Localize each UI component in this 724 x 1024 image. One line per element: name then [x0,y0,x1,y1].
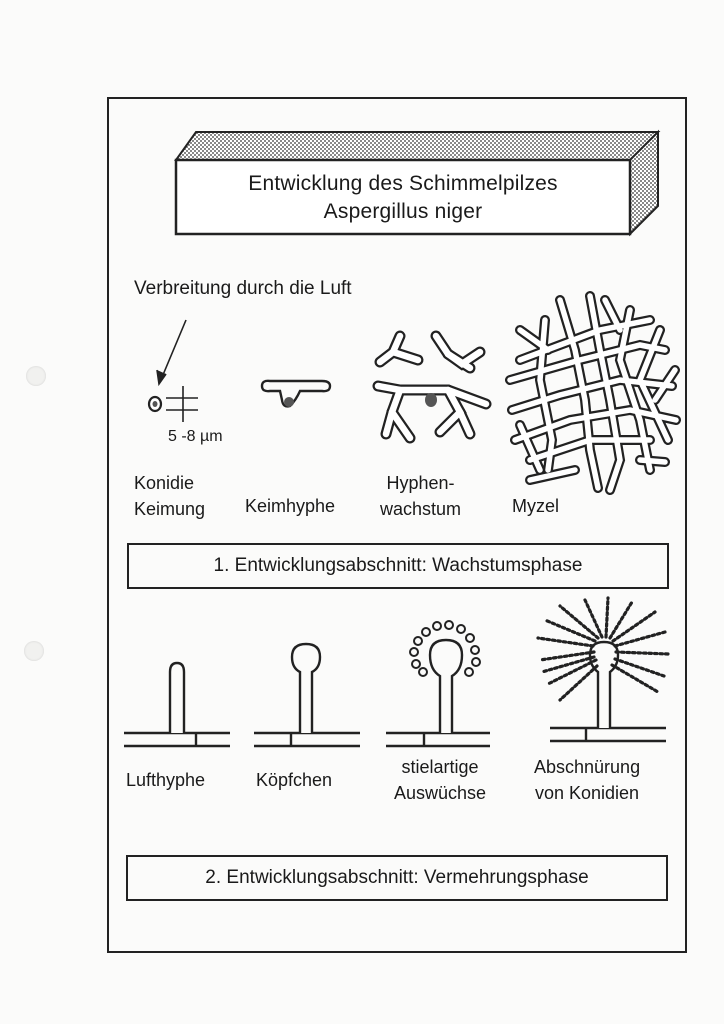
stage-label-hyphal-growth-line-2: wachstum [380,499,462,519]
phase-1-label: 1. Entwicklungsabschnitt: Wachstumsphase [127,543,669,589]
stage-label-conidium-line-1: Konidie [134,473,195,493]
hyphal-growth [378,336,486,438]
scale-marker [166,386,198,422]
stage-label-conidium [134,470,205,522]
stage-label-hyphal-growth-line-1: Hyphen- [386,473,455,493]
title-line-2: Aspergillus niger [323,200,483,223]
stage-label-conidia-line-2: von Konidien [534,783,640,803]
diagram-title [176,160,630,236]
air-arrow [157,320,186,384]
stage-label-mycelium: Myzel [512,496,560,516]
stage-label-conidium-line-2: Keimung [134,499,206,519]
phase-2-label: 2. Entwicklungsabschnitt: Vermehrungsphase [126,855,668,901]
stage-label-aerial-hypha: Lufthyphe [126,770,206,790]
stage-label-head: Köpfchen [256,770,333,790]
conidia-formation [538,598,668,741]
scale-label: 5 -8 µm [168,428,223,445]
title-line-1: Entwicklung des Schimmelpilzes [248,172,558,195]
spread-label: Verbreitung durch die Luft [134,278,352,299]
stage-label-outgrowths-line-1: stielartige [401,757,479,777]
conidium-spore [149,397,161,411]
germ-hypha [262,381,330,407]
stage-label-outgrowths-line-2: Auswüchse [394,783,487,803]
stage-label-germ-hypha: Keimhyphe [245,496,336,516]
sterigmata-head [386,621,490,746]
aerial-hypha [124,663,230,746]
vesicle-head [254,644,360,746]
mycelium [510,296,676,490]
stage-label-outgrowths [394,754,486,806]
stage-label-conidia-line-1: Abschnürung [534,757,641,777]
stage-label-hyphal-growth [380,470,461,522]
stage-label-conidia [534,754,640,806]
